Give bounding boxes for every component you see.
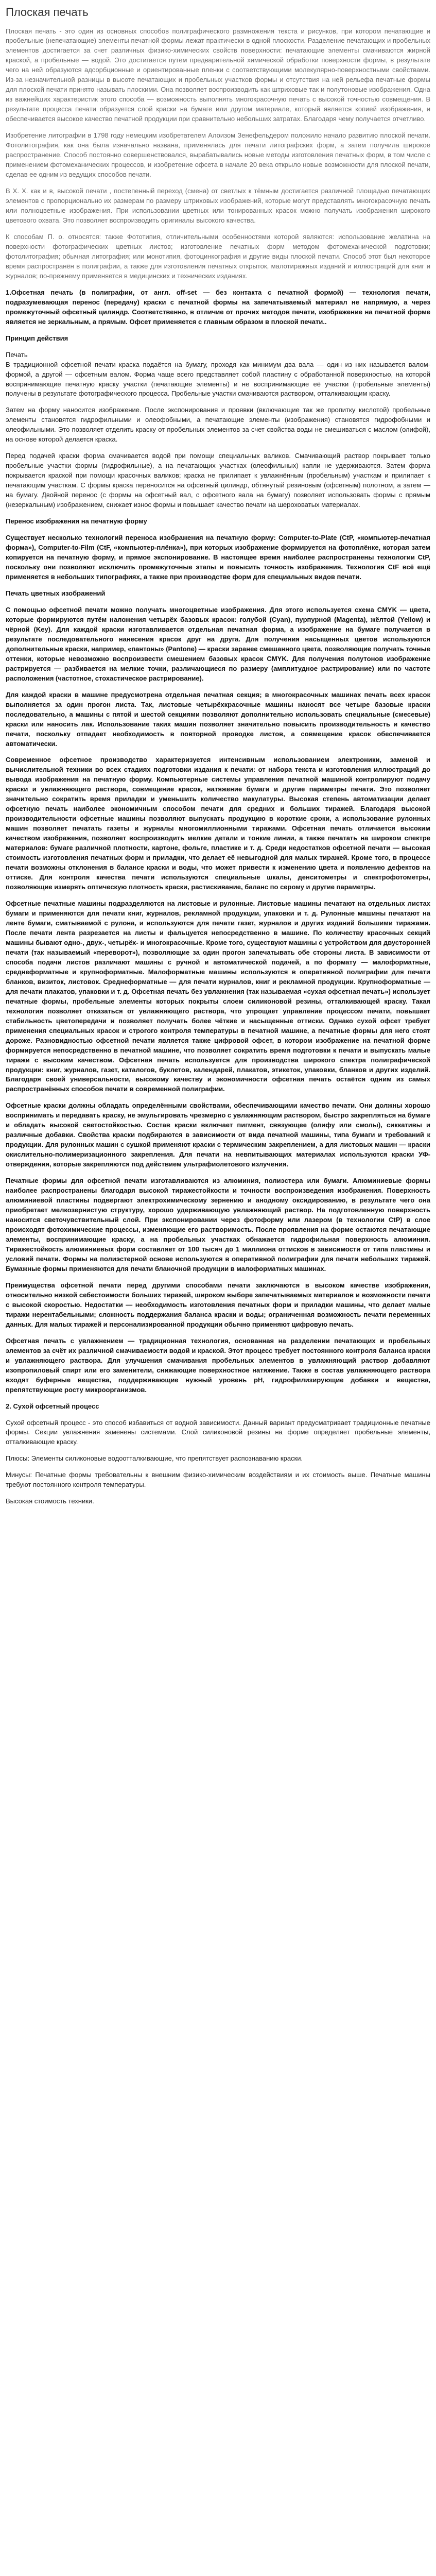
paragraph: Плоская печать - это один из основных способов полиграфического размножения текста и рисунков, при котором печатающие и пробельные (непечатающие) элементы печатной формы лежат практически в одной плоскости. Разделение печатающих и пробельных элементов достигается за счет различных физико-химических свойств поверхности: печатающие элементы смачиваются жирной краской, а пробельные — водой. Это достигается путем предварительной химической обработки поверхности формы, в результате чего на ней образуются адсорбционные и ориентированные пленки с соответствующими молекулярно-поверхностными свойствами. Из-за незначительной разницы в высоте печатающих и пробельных участков формы и отсутствия на ней рельефа печатные формы для плоской печати принято называть плоскими. Она позволяет воспроизводить как штриховые так и полутоновые изображения. Одна из важнейших характеристик этого способа — возможность выполнять многокрасочную печать с высокой точностью совмещения. В результате процесса печати образуется слой краски на бумаге или другом материале, который является копией изображения, и обеспечивается высокое качество печатной продукции при сравнительно небольших затратах. Благодаря чему получается отчетливо. [6,27,430,123]
bold-paragraph: Преимущества офсетной печати перед другими способами печати заключаются в высоком качестве изображения, относительно низкой себестоимости больших тиражей, широком выборе запечатываемых материалов и возможности печати с высокой скоростью. Недостатки — необходимость изготовления печатных форм и приладки машины, что делает малые тиражи нерентабельными; сложность поддержания баланса краски и воды; ограниченная возможность печати переменных данных. Для малых тиражей и персонализированной продукции обычно применяют цифровую печать. [6,1281,430,1328]
paragraph: Высокая стоимость техники. [6,1497,94,1505]
paragraph: Печать В традиционной офсетной печати краска подаётся на бумагу, проходя как минимум два вала — один из них называется валом-формой, а другой — офсетным валом. Форма чаще всего представляет собой пластину с обработанной поверхностью, на которой воспринимающие печатную краску участки (печатающие элементы) и не воспринимающие её участки (пробельные элементы) получены в результате фотографического процесса. Пробельные участки смачиваются раствором, отталкивающим краску. [6,350,430,398]
bold-paragraph: 2. Сухой офсетный процесс [6,1402,99,1410]
paragraph: Изобретение литографии в 1798 году немецким изобретателем Алоизом Зенефельдером положило начало развитию плоской печати. Фотолитография, как она была изначально названа, применялась для печати литографских форм, а затем получила широкое распространение. Способ постоянно совершенствовался, вырабатывались новые методы изготовления печатных форм, в том числе с применением фотомеханических процессов, и изобретение офсета в начале 20 века открыло новые возможности для плоской печати, сделав ее одним из ведущих способов печати. [6,131,430,179]
article-body [6,27,430,1507]
paragraph: Сухой офсетный процесс - это способ избавиться от водной зависимости. Данный вариант предусматривает традиционные печатные формы. Секции увлажнения заменены системами. Слой силиконовой резины на форме определяет пробельные элементы, отталкивающие краску. [6,1418,430,1446]
paragraph: Минусы: Печатные формы требовательны к внешним физико-химическим воздействиям и их стоимость выше. Печатные машины требуют постоянного контроля температуры. [6,1471,430,1489]
paragraph: В Х. Х. как и в, высокой печати , постепенный переход (смена) от светлых к тёмным достигается различной площадью печатающих элементов с пропорционально их размерам по размеру штриховых изображений, которые могут представлять многокрасочную печать или полноцветные изображения. При использовании цветных или тонированных красок можно получать изображения широкого цветового охвата. Это позволяет воспроизводить оригиналы высокого качества. [6,187,430,224]
bold-paragraph: Перенос изображения на печатную форму [6,517,147,526]
bold-paragraph: 1.Офсетная печать (в полиграфии, от англ. off-set — без контакта с печатной формой) — технология печати, подразумевающая перенос (передачу) краски с печатной формы на запечатываемый материал не напрямую, а через промежуточный офсетный цилиндр. Соответственно, в отличие от прочих методов печати, изображение на печатной форме является не зеркальным, а прямым. Офсет применяется с главным образом в плоской печати.. [6,288,430,326]
paragraph: Затем на форму наносится изображение. После экспонирования и проявки (включающие так же пропитку кислотой) пробельные элементы становятся гидрофильными и олеофобными, а печатающие элементы (изображения) становятся гидрофобными и олеофильными. Это позволяет отделить краску от пробельных элементов за счет свойства воды не смешиваться с маслом (олифой), на основе которой делается краска. [6,406,430,444]
bold-paragraph: Существует несколько технологий переноса изображения на печатную форму: Computer-to-Plate (CtP, «компьютер-печатная форма»), Computer-to-Film (CtF, «компьютер-плёнка»), при которых изображение формируется на фотоплёнке, которая затем копируется на печатную форму, и прямое экспонирование. В настоящее время наиболее распространены технологии CtP, поскольку они позволяют исключить промежуточные этапы и повысить точность изображения. Технология CtF всё ещё применяется в небольших типографиях, а также при производстве форм для специальных видов печати. [6,534,430,581]
paragraph: Перед подачей краски форма смачивается водой при помощи специальных валиков. Смачивающий раствор покрывает только пробельные участки формы (гидрофильные), а на печатающих участках (олеофильных) капли не удерживаются. Затем форма покрывается краской при помощи красочных валиков; краска не прилипает к увлажнённым (пробельным) участкам и прилипает к печатающим участкам. С формы краска переносится на офсетный цилиндр, обтянутый резиновым (офсетным) полотном, а затем — на бумагу. Двойной перенос (с формы на офсетный вал, с офсетного вала на бумагу) позволяет использовать формы с прямым (незеркальным) изображением, снижает износ формы и повышает качество печати на шероховатых материалах. [6,452,430,509]
paragraph: Плюсы: Элементы силиконовые водоотталкивающие, что препятствует распознаванию краски. [6,1454,303,1463]
paragraph: К способам П. о. относятся: также Фототипия, отличительными особенностями которой являются: использование желатина на поверхности фотографических цветных листов; изготовление печатных форм методом фотомеханической подготовки; фотолитография; обычная литография; или монотипия, фотоцинкография и другие виды плоской печати. Способ этот был некоторое время распространён в полиграфии, а также для изготовления печатных открыток, малотиражных изданий и иллюстраций для книг и журналов; по-прежнему применяется в медицинских и технических изданиях. [6,232,430,280]
bold-paragraph: Современное офсетное производство характеризуется интенсивным использованием электроники, заменой и вычислительной техники во всех стадиях подготовки издания к печати: от набора текста и изготовления иллюстраций до вывода изображения на печатную форму. Компьютерные системы управления печатной машиной контролируют подачу краски и увлажняющего раствора, совмещение красок, натяжение бумаги и другие параметры печати. Это позволяет значительно сократить время приладки и уменьшить количество макулатуры. Высокая степень автоматизации делает офсетную печать наиболее экономичным способом печати для средних и больших тиражей. Благодаря высокой производительности офсетные машины позволяют выпускать продукцию в короткие сроки, а использование рулонных машин позволяет печатать газеты и журналы многомиллионными тиражами. Офсетная печать отличается высоким качеством изображения, позволяет воспроизводить мелкие детали и тонкие линии, а также печатать на широком спектре материалов: бумаге различной плотности, картоне, фольге, пластике и т. д. Среди недостатков офсетной печати — высокая стоимость изготовления печатных форм и приладки, что делает её невыгодной для малых тиражей. Кроме того, в процессе печати возможны отклонения в балансе краски и воды, что может привести к изменению цвета и появлению дефектов на оттиске. Для контроля качества печати используются специальные шкалы, денситометры и спектрофотометры, позволяющие измерять оптическую плотность краски, растискивание, баланс по серому и другие параметры. [6,756,430,891]
bold-paragraph: Офсетные краски должны обладать определёнными свойствами, обеспечивающими качество печати. Они должны хорошо воспринимать и передавать краску, не эмульгировать чрезмерно с увлажняющим раствором, быстро закрепляться на бумаге и обладать высокой светостойкостью. Состав краски включает пигмент, связующее (олифу или смолы), сиккативы и различные добавки. Свойства краски подбираются в зависимости от вида печатной машины, типа бумаги и требований к продукции. Для рулонных машин с сушкой применяют краски с термическим закреплением, а для листовых машин — краски окислительно-полимеризационного закрепления. Для печати на невпитывающих материалах используются краски УФ-отверждения, которые закрепляются под действием ультрафиолетового излучения. [6,1101,430,1168]
bold-paragraph: Офсетная печать с увлажнением — традиционная технология, основанная на разделении печатающих и пробельных элементов за счёт их различной смачиваемости водой и краской. Этот процесс требует постоянного контроля баланса краски и увлажняющего раствора. Для улучшения смачивания пробельных элементов в увлажняющий раствор добавляют изопропиловый спирт или его заменители, снижающие поверхностное натяжение. Также в состав увлажняющего раствора входят буферные вещества, поддерживающие нужный уровень pH, гидрофилизирующие добавки и вещества, препятствующие росту микроорганизмов. [6,1336,430,1394]
bold-paragraph: Печать цветных изображений [6,589,106,597]
bold-paragraph: Для каждой краски в машине предусмотрена отдельная печатная секция; в многокрасочных машинах печать всех красок выполняется за один прогон листа. Так, листовые четырёхкрасочные машины наносят все четыре базовые краски последовательно, а машины с пятой и шестой секциями позволяют дополнительно использовать специальные (смесевые) краски или наносить лак. Использование таких машин позволяет значительно повысить производительность и качество печати, поскольку отпадает необходимость в повторной проводке листов, а совмещение красок обеспечивается автоматически. [6,690,430,748]
bold-paragraph: Принцип действия [6,334,68,342]
bold-paragraph: С помощью офсетной печати можно получать многоцветные изображения. Для этого используется схема CMYK — цвета, которые формируются путём наложения четырёх базовых красок: голубой (Cyan), пурпурной (Magenta), жёлтой (Yellow) и чёрной (Key). Для каждой краски изготавливается отдельная печатная форма, а изображение на бумаге получается в результате последовательного нанесения красок друг на друга. Для получения насыщенных цветов используются дополнительные краски, например, «пантоны» (Pantone) — краски заранее смешанного цвета, позволяющие получать точные оттенки, которые невозможно воспроизвести смешением базовых красок CMYK. Для получения полутонов изображение растрируется — разбивается на мелкие точки, различающиеся по размеру (амплитудное растрирование) или по частоте расположения (частотное, стохастическое растрирование). [6,605,430,682]
bold-paragraph: Печатные формы для офсетной печати изготавливаются из алюминия, полиэстера или бумаги. Алюминиевые формы наиболее распространены благодаря высокой тиражестойкости и точности воспроизведения изображения. Поверхность алюминиевой пластины подвергают электрохимическому зернению и анодному оксидированию, в результате чего она приобретает мелкозернистую структуру, хорошо удерживающую увлажняющий раствор. На подготовленную поверхность наносится светочувствительный слой. При экспонировании через фотоформу или лазером (в технологии CtP) в слое происходят фотохимические процессы, изменяющие его растворимость. После проявления на форме остаются печатающие элементы, воспринимающие краску, а на пробельных участках обнажается гидрофильная поверхность алюминия. Тиражестойкость алюминиевых форм составляет от 100 тысяч до 1 миллиона оттисков в зависимости от типа пластины и условий печати. Формы на полиэстерной основе используются в оперативной полиграфии для печати небольших тиражей. Бумажные формы применяются для печати бланочной продукции в малоформатных машинах. [6,1177,430,1273]
page-title: Плоская печать [6,6,89,19]
bold-paragraph: Офсетные печатные машины подразделяются на листовые и рулонные. Листовые машины печатают на отдельных листах бумаги и применяются для печати книг, журналов, рекламной продукции, упаковки и т. д. Рулонные машины печатают на ленте бумаги, сматываемой с рулона, и используются для печати газет, журналов и других изданий большими тиражами. После печати лента разрезается на листы и фальцуется непосредственно в машине. По количеству красочных секций машины бывают одно-, двух-, четырёх- и многокрасочные. Кроме того, существуют машины с устройством для двусторонней печати (так называемый «переворот»), позволяющие за один прогон запечатывать обе стороны листа. В зависимости от способа подачи листов различают машины с ручной и автоматической подачей, а по формату — малоформатные, среднеформатные и крупноформатные. Малоформатные машины используются в оперативной полиграфии для печати бланков, визиток, листовок. Среднеформатные — для печати журналов, книг и рекламной продукции. Крупноформатные — для печати плакатов, упаковки и т. д. Офсетная печать без увлажнения (так называемая «сухая офсетная печать») использует печатные формы, пробельные элементы которых покрыты слоем силиконовой резины, отталкивающей краску. Такая технология позволяет отказаться от увлажняющего раствора, что упрощает управление процессом печати, повышает стабильность цветопередачи и позволяет получать более чёткие и насыщенные оттиски. Однако сухой офсет требует применения специальных красок и строгого контроля температуры в печатной машине, а печатные формы для него стоят дороже. Разновидностью офсетной печати является также цифровой офсет, в котором изображение на печатной форме формируется непосредственно в печатной машине, что позволяет сократить время подготовки к печати и выпускать малые тиражи с высоким качеством. Офсетная печать используется для производства широкого спектра полиграфической продукции: книг, журналов, газет, каталогов, буклетов, календарей, плакатов, этикеток, упаковки, бланков и других изделий. Благодаря своей универсальности, высокому качеству и экономичности офсетная печать остаётся одним из самых распространённых способов печати в современной полиграфии. [6,900,430,1093]
